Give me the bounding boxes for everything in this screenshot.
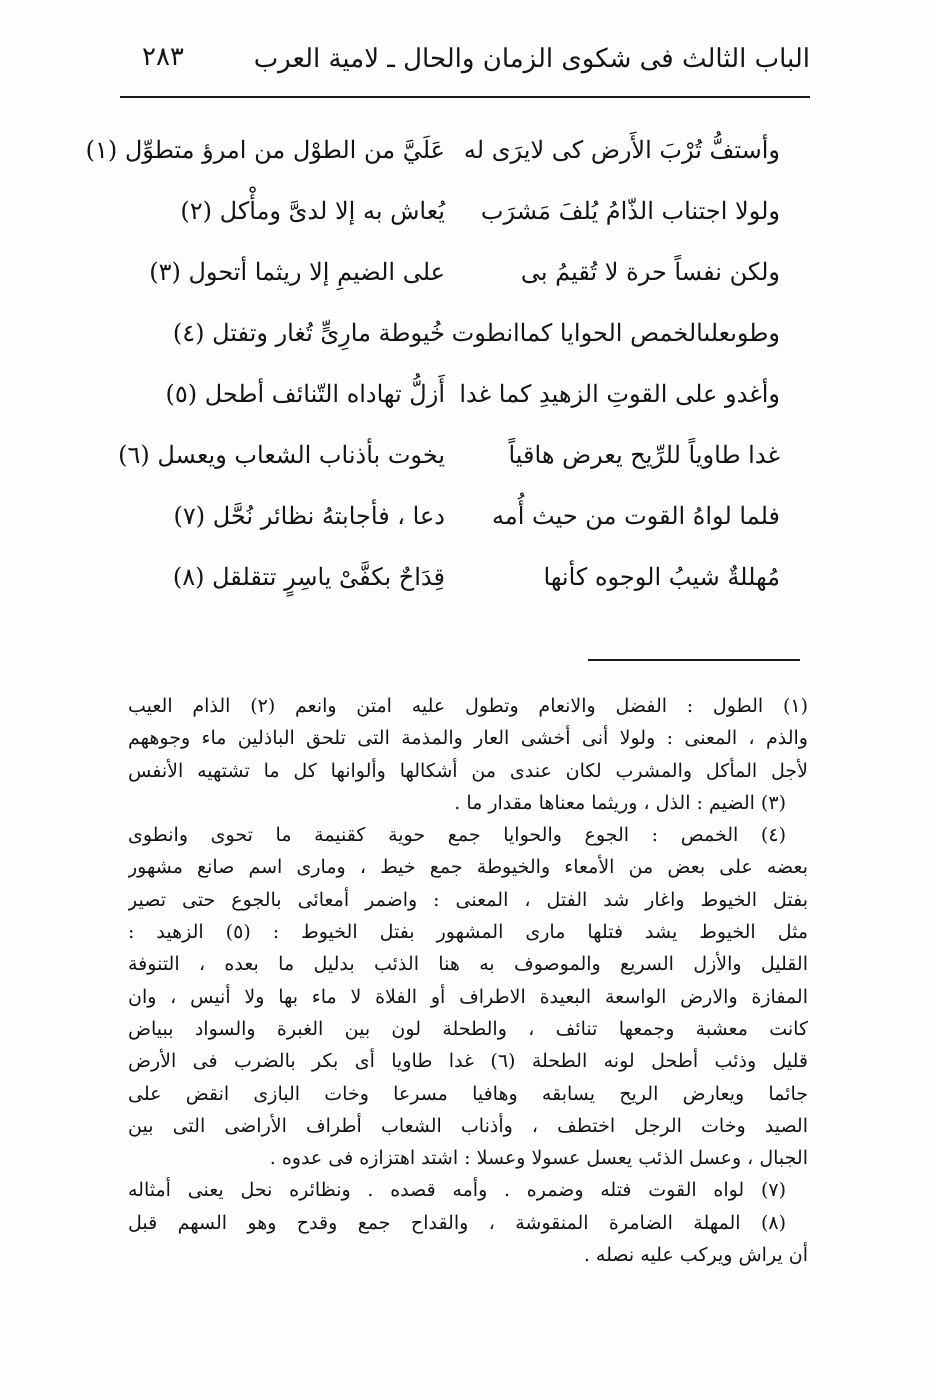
- verse-5: [130, 374, 790, 435]
- footnote-line: أن يراش ويركب عليه نصله .: [583, 1244, 808, 1267]
- footnote-line: بفتل الخيوط واغار شد الفتل ، المعنى : واضمر أمعائى بالجوع حتى تصير: [128, 888, 808, 911]
- verse-4: [130, 313, 790, 374]
- verse-second-hemistich: يخوت بأذناب الشعاب ويعسل (٦): [118, 441, 445, 469]
- footnote-line: مثل الخيوط يشد فتلها مارى المشهور بفتل الخيوط : (٥) الزهيد :: [128, 921, 808, 944]
- footnote-line: جائما ويعارض الريح يسابقه وهافيا مسرعا وخات البازى انقض على: [128, 1082, 808, 1105]
- verse-2: [130, 191, 790, 252]
- verse-first-hemistich: فلما لواهُ القوت من حيث أُمه: [492, 502, 780, 530]
- verse-first-hemistich: ولولا اجتناب الذّامُ يُلفَ مَشرَب: [480, 197, 780, 225]
- verse-8: [130, 557, 790, 618]
- verse-first-hemistich: وأغدو على القوتِ الزهيدِ كما غدا: [459, 380, 780, 408]
- verse-first-hemistich: ولكن نفساً حرة لا تُقيمُ بى: [520, 258, 780, 286]
- verse-6: [118, 435, 790, 496]
- running-title: الباب الثالث فى شكوى الزمان والحال ـ لامية العرب: [253, 44, 810, 74]
- footnote-line: القليل والأزل السريع والموصوف به هنا الذئب بدليل ما بعده ، التنوفة: [128, 953, 808, 976]
- footnote-separator: [588, 659, 800, 661]
- footnote-line: المفازة والارض الواسعة البعيدة الاطراف أو الفلاة لا ماء بها ولا أنيس ، وان: [128, 985, 808, 1008]
- verse-first-hemistich: غدا طاوياً للرِّيح يعرض هاقياً: [508, 441, 780, 469]
- verse-3: [130, 252, 790, 313]
- verse-second-hemistich: قِدَاحٌ بكفَّىْ ياسِرٍ تتقلقل (٨): [172, 563, 445, 591]
- verse-7: [130, 496, 790, 557]
- footnote-line: (٧) لواه القوت فتله وضمره . وأمه قصده . ونظائره نحل يعنى أمثاله: [128, 1179, 786, 1202]
- footnote-line: كانت معشبة وجمعها تنائف ، والطحلة لون بين الغبرة والسواد ببياض: [128, 1017, 808, 1040]
- page-header: [120, 40, 810, 90]
- footnotes: [128, 690, 808, 1271]
- verse-1: [85, 130, 790, 191]
- footnote-line: الجبال ، وعسل الذئب يعسل عسولا وعسلا : اشتد اهتزازه فى عدوه .: [269, 1147, 808, 1170]
- verse-second-hemistich: يُعاش به إلا لدىَّ ومأْكل (٢): [180, 197, 445, 225]
- verse-second-hemistich: على الضيمِ إلا ريثما أتحول (٣): [149, 258, 445, 286]
- footnote-line: (١) الطول : الفضل والانعام وتطول عليه امتن وانعم (٢) الذام العيب: [128, 695, 808, 717]
- footnote-line: قليل وذئب أطحل لونه الطحلة (٦) غدا طاويا أى بكر بالضرب فى الأرض: [128, 1050, 808, 1073]
- footnote-line: (٤) الخمص : الجوع والحوايا جمع حوية كقنيمة ما تحوى وانطوى: [128, 824, 786, 847]
- page-number: ٢٨٣: [142, 42, 184, 72]
- footnote-line: والذم ، المعنى : ولولا أنى أخشى العار والمذمة التى تلحق الباذلين ماء وجوههم: [128, 727, 808, 750]
- verse-first-hemistich: وأستفُّ تُرْبَ الأَرض كى لايرَى له: [463, 136, 780, 164]
- verse-second-hemistich: عَلَيَّ من الطوْل من امرؤ متطوِّل (١): [85, 136, 445, 164]
- poem: [85, 130, 790, 618]
- header-rule: [120, 96, 810, 98]
- footnote-line: (٨) المهلة الضامرة المنقوشة ، والقداح جمع وقدح وهو السهم قبل: [128, 1211, 786, 1234]
- verse-first-hemistich: وطوىعلىالخمص الحوايا كماانطوت: [451, 319, 780, 347]
- verse-first-hemistich: مُهللةٌ شيبُ الوجوه كأنها: [543, 563, 780, 591]
- verse-second-hemistich: دعا ، فأجابتهُ نظائر نُحَّل (٧): [173, 502, 445, 530]
- verse-second-hemistich: خُيوطة مارِىٍّ تُغار وتفتل (٤): [172, 319, 445, 347]
- footnote-line: بعضه على بعض من الأمعاء والخيوطة جمع خيط ، ومارى اسم صانع مشهور: [128, 856, 808, 879]
- verse-second-hemistich: أَزلُّ تهاداه التّنائف أطحل (٥): [165, 380, 445, 408]
- footnote-line: الصيد وخات الرجل اختطف ، وأذناب الشعاب أطراف الأراضى التى بين: [128, 1114, 808, 1137]
- footnote-line: (٣) الضيم : الذل ، وريثما معناها مقدار ما .: [454, 791, 786, 814]
- footnote-line: لأجل المأكل والمشرب لكان عندى من أشكالها وألوانها كل ما تشتهيه الأنفس: [128, 759, 808, 782]
